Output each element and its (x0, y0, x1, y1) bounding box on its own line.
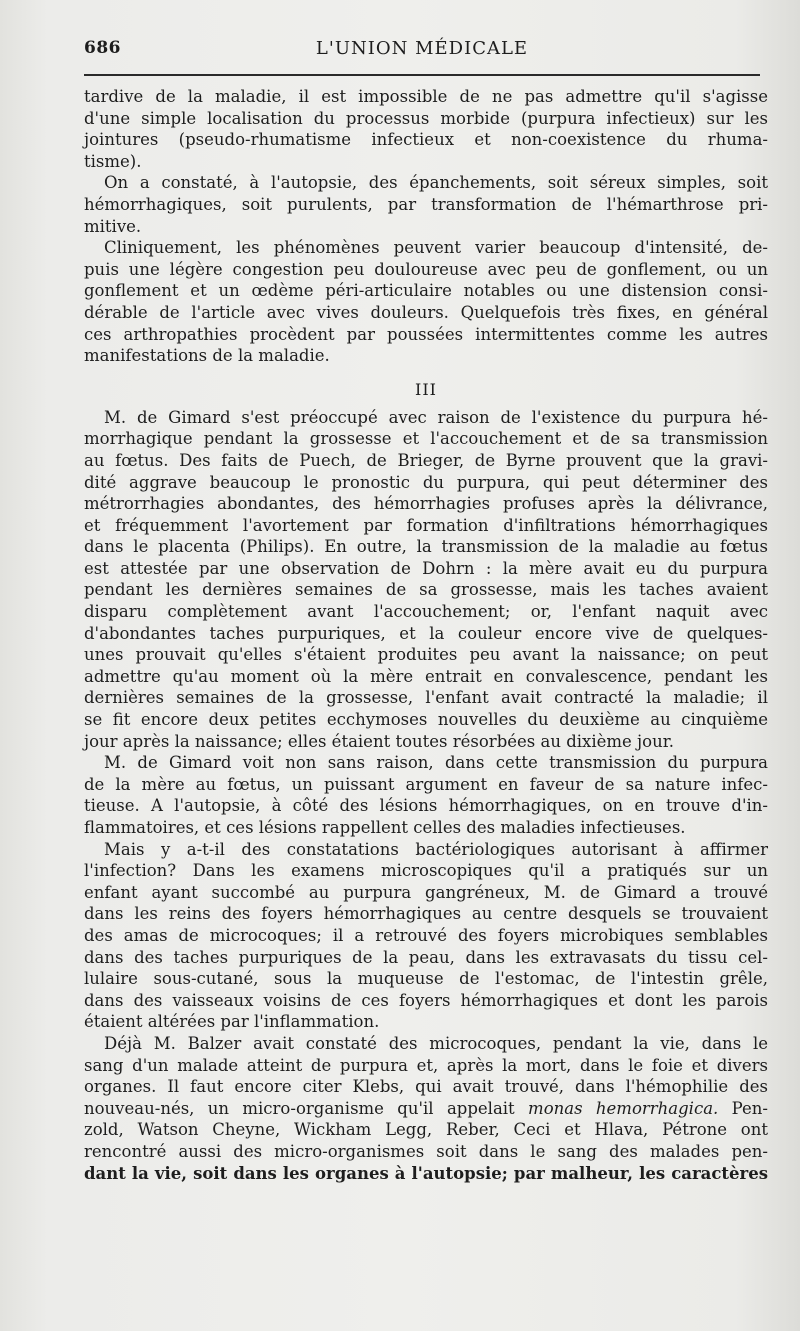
text-line: tieuse. A l'autopsie, à côté des lésions hémorrhagiques, on en trouve d'in- (84, 796, 768, 816)
text-line: organes. Il faut encore citer Klebs, qui avait trouvé, dans l'hémophilie des (84, 1077, 768, 1097)
text-line: zold, Watson Cheyne, Wickham Legg, Reber, Ceci et Hlava, Pétrone ont (84, 1120, 768, 1140)
text-line: flammatoires, et ces lésions rappellent celles des maladies infectieuses. (84, 818, 686, 837)
text-line: hémorrhagiques, soit purulents, par transformation de l'hémarthrose pri- (84, 194, 768, 214)
header-rule (84, 74, 760, 76)
text-line: dant la vie, soit dans les organes à l'autopsie; par malheur, les caractères (84, 1163, 768, 1183)
text-line: ces arthropathies procèdent par poussées intermittentes comme les autres (84, 324, 768, 344)
paragraph (84, 237, 768, 367)
text-line: morrhagique pendant la grossesse et l'accouchement et de sa transmission (84, 429, 768, 449)
paragraph (84, 86, 768, 172)
text-line: dérable de l'article avec vives douleurs. Quelquefois très fixes, en général (84, 302, 768, 322)
text-segment: nouveau-nés, un micro-organisme qu'il appelait (84, 1098, 515, 1118)
text-line: jointures (pseudo-rhumatisme infectieux et non-coexistence du rhuma- (84, 130, 768, 150)
text-line: disparu complètement avant l'accouchement; or, l'enfant naquit avec (84, 602, 768, 622)
text-line: rencontré aussi des micro-organismes soit dans le sang des malades pen- (84, 1141, 768, 1161)
text-line: mitive. (84, 216, 142, 236)
paragraph (84, 407, 768, 753)
body-text (84, 86, 768, 1184)
text-line: l'infection? Dans les examens microscopiques qu'il a pratiqués sur un (84, 861, 768, 881)
text-line: Mais y a-t-il des constatations bactériologiques autorisant à affirmer (104, 839, 768, 859)
text-line: tardive de la maladie, il est impossible de ne pas admettre qu'il s'agisse (84, 87, 768, 106)
text-line: gonflement et un œdème péri-articulaire notables ou une distension consi- (84, 281, 768, 301)
italic-term: monas hemorrhagica. (528, 1098, 719, 1118)
paragraph (84, 839, 768, 1033)
text-line: métrorrhagies abondantes, des hémorrhagies profuses après la délivrance, (84, 494, 768, 514)
text-line: est attestée par une observation de Dohrn : la mère avait eu du purpura (84, 558, 768, 578)
text-line: dans le placenta (Philips). En outre, la transmission de la maladie au fœtus (84, 537, 768, 557)
text-line-with-italic (84, 1098, 768, 1120)
text-line: M. de Gimard voit non sans raison, dans cette transmission du purpura (104, 753, 768, 773)
text-line: Déjà M. Balzer avait constaté des microcoques, pendant la vie, dans le (104, 1033, 768, 1053)
text-line: étaient altérées par l'inflammation. (84, 1012, 380, 1032)
text-line: Cliniquement, les phénomènes peuvent varier beaucoup d'intensité, de- (104, 238, 768, 258)
text-line: d'abondantes taches purpuriques, et la couleur encore vive de quelques- (84, 623, 768, 643)
text-line: unes prouvait qu'elles s'étaient produites peu avant la naissance; on peut (84, 645, 768, 665)
text-line: des amas de microcoques; il a retrouvé des foyers microbiques semblables (84, 925, 768, 945)
text-line: dernières semaines de la grossesse, l'enfant avait contracté la maladie; il (84, 688, 768, 708)
text-line: se fit encore deux petites ecchymoses nouvelles du deuxième au cinquième (84, 710, 768, 730)
section-heading: III (415, 379, 437, 399)
text-line: manifestations de la maladie. (84, 346, 330, 366)
journal-title: L'UNION MÉDICALE (315, 38, 529, 59)
paragraph (84, 752, 768, 838)
text-line: dans les reins des foyers hémorrhagiques au centre desquels se trouvaient (84, 904, 768, 924)
text-line: dans des taches purpuriques de la peau, dans les extravasats du tissu cel- (84, 947, 768, 967)
text-line: tisme). (84, 151, 142, 171)
text-line: sang d'un malade atteint de purpura et, après la mort, dans le foie et divers (84, 1055, 768, 1075)
text-line: de la mère au fœtus, un puissant argument en faveur de sa nature infec- (84, 774, 768, 794)
paragraph (84, 172, 768, 237)
text-line: pendant les dernières semaines de sa grossesse, mais les taches avaient (84, 580, 768, 600)
text-line: dans des vaisseaux voisins de ces foyers hémorrhagiques et dont les parois (84, 990, 768, 1010)
text-segment: Pen- (731, 1098, 768, 1118)
text-line: dité aggrave beaucoup le pronostic du purpura, qui peut déterminer des (84, 472, 768, 492)
text-line: au fœtus. Des faits de Puech, de Brieger, de Byrne prouvent que la gravi- (84, 450, 768, 470)
text-line: lulaire sous-cutané, sous la muqueuse de l'estomac, de l'intestin grêle, (84, 969, 768, 989)
text-line: puis une légère congestion peu douloureuse avec peu de gonflement, ou un (84, 259, 768, 279)
text-line: M. de Gimard s'est préoccupé avec raison de l'existence du purpura hé- (104, 407, 768, 427)
text-line: enfant ayant succombé au purpura gangréneux, M. de Gimard a trouvé (84, 882, 768, 902)
text-line: On a constaté, à l'autopsie, des épanchements, soit séreux simples, soit (104, 173, 768, 193)
running-head (84, 38, 760, 66)
paragraph (84, 1033, 768, 1184)
text-line: jour après la naissance; elles étaient toutes résorbées au dixième jour. (84, 731, 675, 751)
page-number: 686 (84, 38, 121, 58)
text-line: admettre qu'au moment où la mère entrait en convalescence, pendant les (84, 666, 768, 686)
text-line: d'une simple localisation du processus morbide (purpura infectieux) sur les (84, 108, 768, 128)
text-line: et fréquemment l'avortement par formation d'infiltrations hémorrhagiques (84, 515, 768, 535)
